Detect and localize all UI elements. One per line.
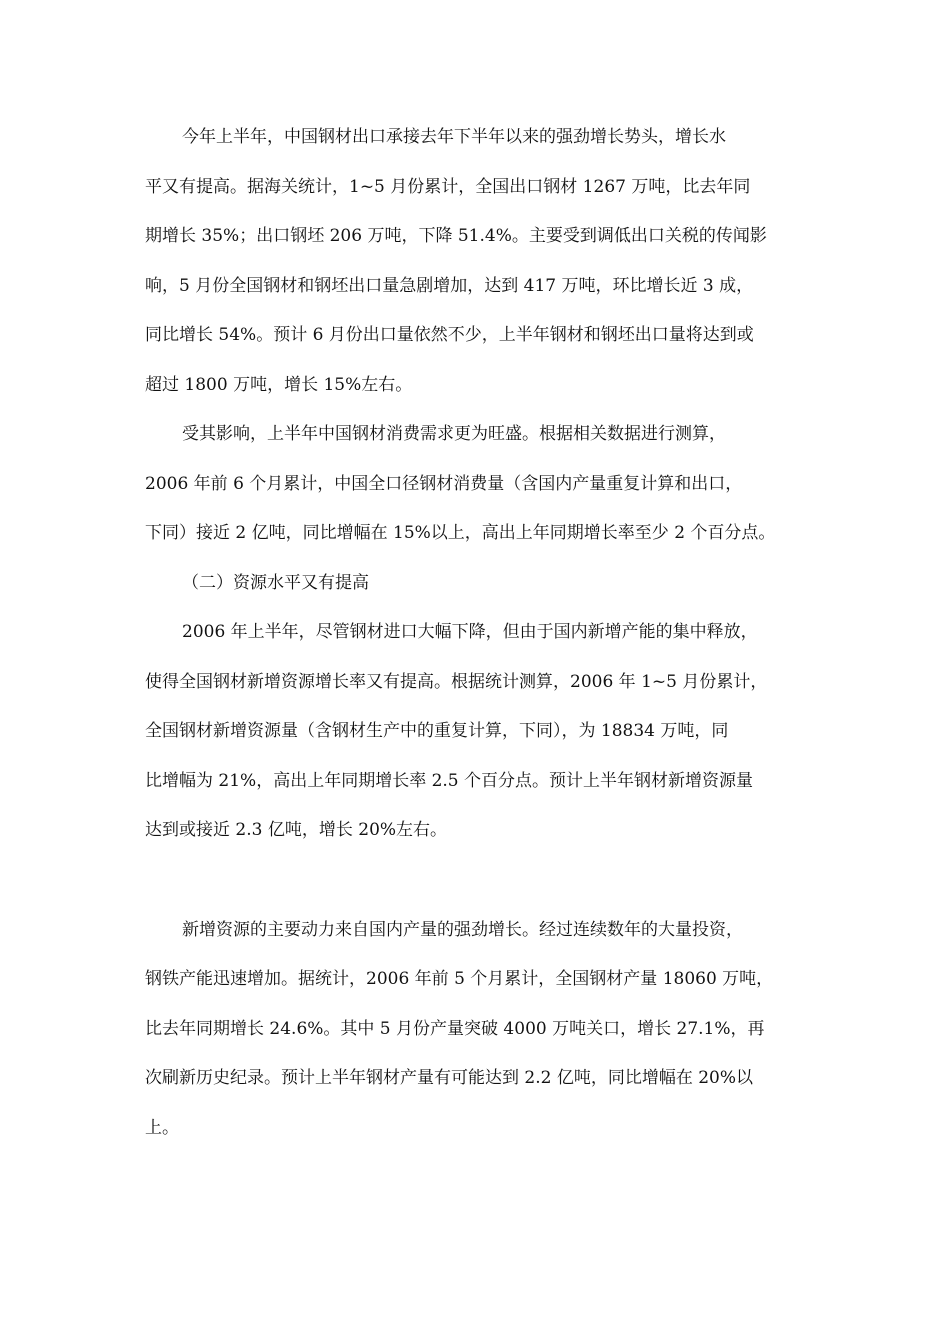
text-line: 2006 年上半年，尽管钢材进口大幅下降，但由于国内新增产能的集中释放， [182,622,758,642]
text-line: 上。 [145,1117,179,1138]
text-line: 达到或接近 2.3 亿吨，增长 20%左右。 [145,820,448,840]
text-line: 比去年同期增长 24.6%。其中 5 月份产量突破 4000 万吨关口，增长 27.1%，再 [145,1018,765,1039]
section-heading: （二）资源水平又有提高 [182,572,369,593]
text-line: 响，5 月份全国钢材和钢坯出口量急剧增加，达到 417 万吨，环比增长近 3 成， [145,275,754,296]
text-line: 受其影响，上半年中国钢材消费需求更为旺盛。根据相关数据进行测算， [182,424,726,444]
text-line: 超过 1800 万吨，增长 15%左右。 [145,374,413,395]
paragraph-resources [145,608,825,856]
paragraph-consumption [145,410,825,559]
text-line: 使得全国钢材新增资源增长率又有提高。根据统计测算，2006 年 1~5 月份累计， [145,671,768,692]
text-line: 期增长 35%；出口钢坯 206 万吨，下降 51.4%。主要受到调低出口关税的传闻影 [145,226,767,246]
text-line: 比增幅为 21%，高出上年同期增长率 2.5 个百分点。预计上半年钢材新增资源量 [145,770,754,791]
text-line: 同比增长 54%。预计 6 月份出口量依然不少，上半年钢材和钢坯出口量将达到或 [145,325,754,345]
text-line: 新增资源的主要动力来自国内产量的强劲增长。经过连续数年的大量投资， [182,919,743,940]
text-line: 全国钢材新增资源量（含钢材生产中的重复计算，下同），为 18834 万吨，同 [145,721,729,741]
text-line: 钢铁产能迅速增加。据统计，2006 年前 5 个月累计，全国钢材产量 18060 万吨， [145,969,774,989]
paragraph-production [145,906,825,1154]
text-line: 2006 年前 6 个月累计，中国全口径钢材消费量（含国内产量重复计算和出口， [145,473,743,494]
paragraph-spacer [145,856,825,906]
text-line: 平又有提高。据海关统计，1~5 月份累计，全国出口钢材 1267 万吨，比去年同 [145,176,751,197]
text-line: 次刷新历史纪录。预计上半年钢材产量有可能达到 2.2 亿吨，同比增幅在 20%以 [145,1068,754,1088]
text-line: 下同）接近 2 亿吨，同比增幅在 15%以上，高出上年同期增长率至少 2 个百分点。 [145,523,776,543]
paragraph-export [145,113,825,410]
text-line: 今年上半年，中国钢材出口承接去年下半年以来的强劲增长势头，增长水 [182,127,726,147]
document-body [145,113,825,1153]
